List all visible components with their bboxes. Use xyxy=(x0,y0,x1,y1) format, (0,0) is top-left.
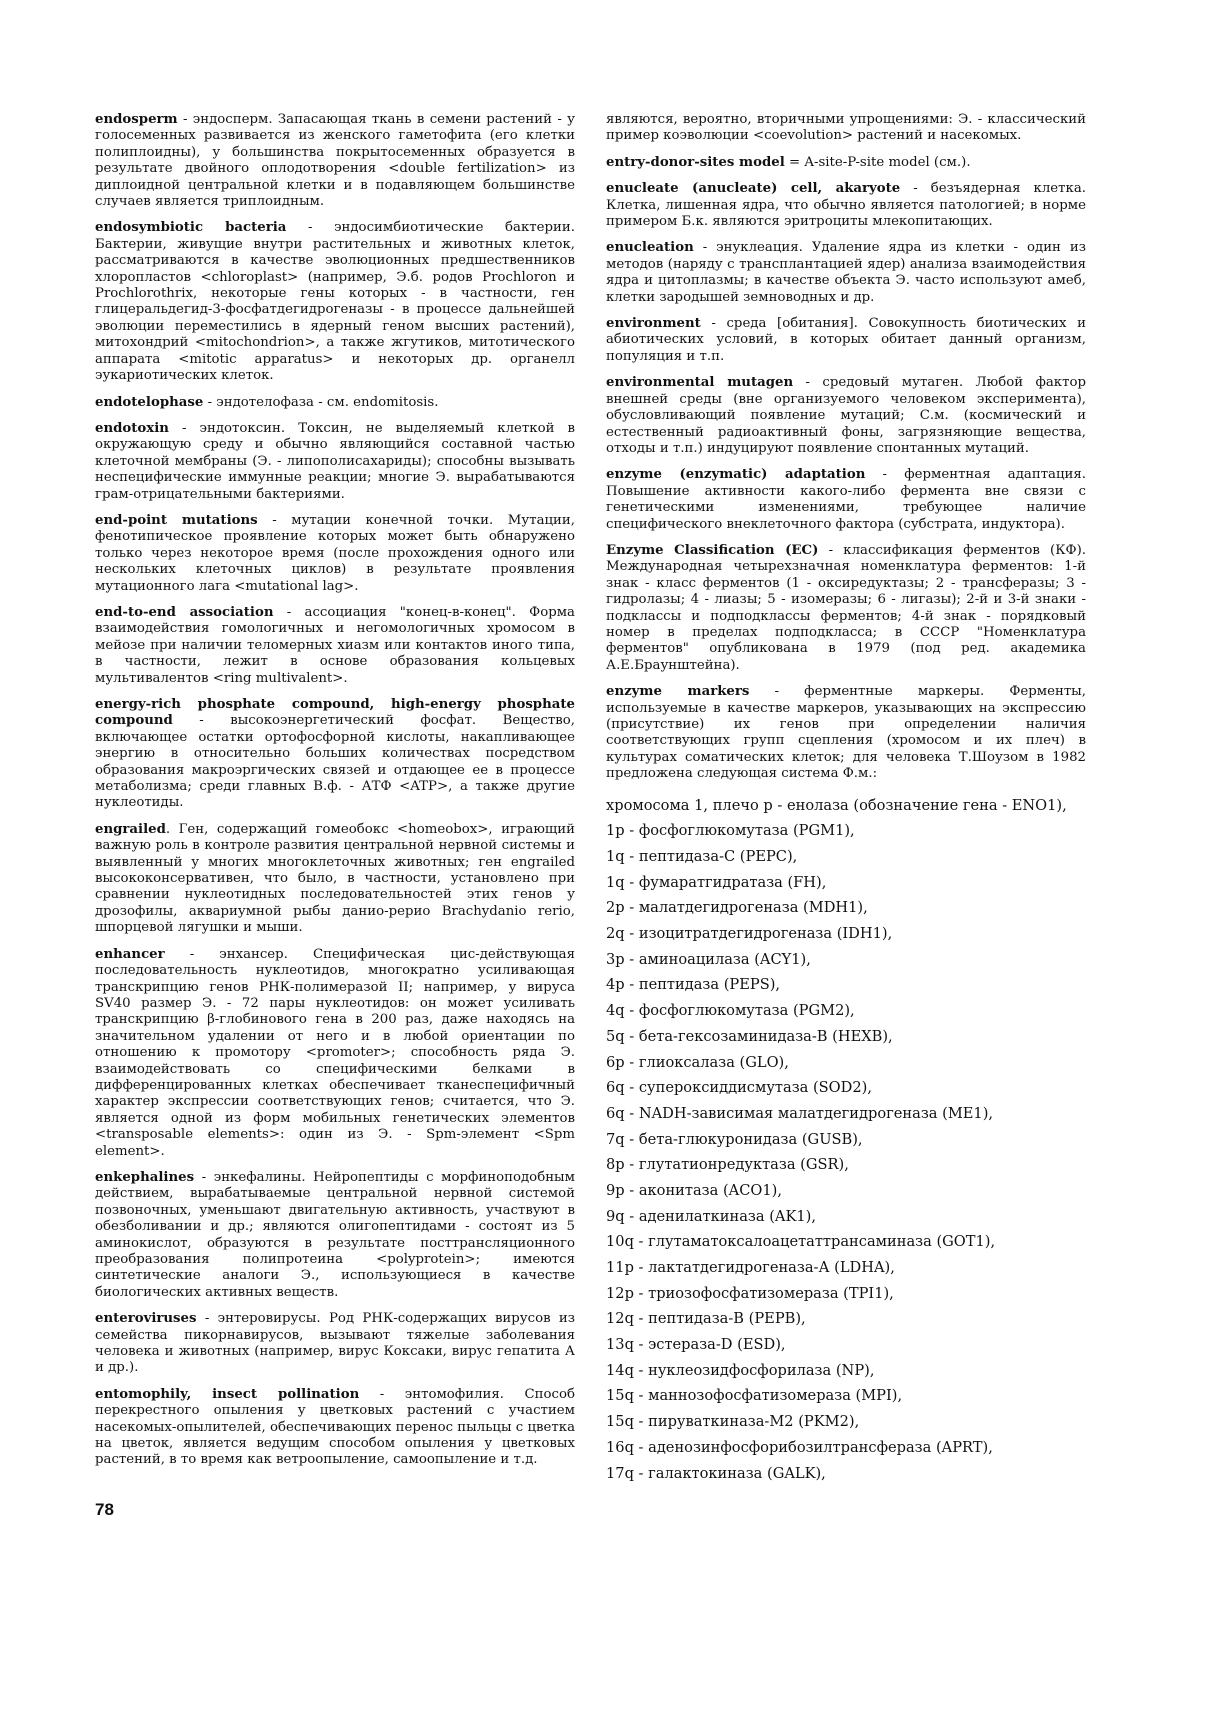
left-column xyxy=(95,112,575,1479)
marker-item: 2q - изоцитратдегидрогеназа (IDH1), xyxy=(606,925,893,943)
marker-item: 12p - триозофосфатизомераза (TPI1), xyxy=(606,1284,894,1302)
marker-item: 6q - супероксиддисмутаза (SOD2), xyxy=(606,1079,872,1097)
entry-definition: - среда [обитания]. Совокупность биотических и абиотических условий, в которых обитает данный организм, популяция и т.п. xyxy=(606,316,1086,364)
dictionary-entry xyxy=(95,1387,575,1469)
dictionary-entry xyxy=(606,240,1086,306)
marker-item: 9q - аденилаткиназа (AK1), xyxy=(606,1207,816,1225)
marker-item: 14q - нуклеозидфосфорилаза (NP), xyxy=(606,1361,875,1379)
entry-definition: - классификация ферментов (КФ). Международная четырехзначная номенклатура ферментов: 1-й знак - класс ферментов (1 - оксиредуктазы; 2 - трансферазы; 3 - гидролазы; 4 - лиазы; 5 - изомеразы; 6 - лигазы); 2-й и 3-й знаки - подклассы и подподклассы ферментов; 4-й знак - порядковый номер в пределах подподкласса; в СССР "Номенклатура ферментов" опубликована в 1979 (под ред. академика А.Е.Браунштейна). xyxy=(606,542,1086,673)
dictionary-entry xyxy=(606,684,1086,782)
dictionary-entry xyxy=(606,112,1086,145)
entry-definition: - эндотелофаза - см. endomitosis. xyxy=(203,394,439,410)
dictionary-entry xyxy=(95,1311,575,1377)
marker-item: 10q - глутаматоксалоацетаттрансаминаза (GOT1), xyxy=(606,1233,996,1251)
dictionary-entry xyxy=(95,697,575,812)
entry-term: entomophily, insect pollination xyxy=(95,1386,360,1402)
entry-definition: = A-site-P-site model (см.). xyxy=(784,154,971,170)
marker-item: 7q - бета-глюкуронидаза (GUSB), xyxy=(606,1130,863,1148)
entry-definition: . Ген, содержащий гомеобокс <homeobox>, играющий важную роль в контроле развития центральной нервной системы и выявленный у многих многоклеточных животных; ген engrailed высококонсервативен, что было, в частности, установлено при сравнении нуклеотидных последовательностей этих генов у дрозофилы, аквариумной рыбы данио-рерио Brachydanio rerio, шпорцевой лягушки и мыши. xyxy=(95,821,575,936)
entry-term: engrailed xyxy=(95,821,166,837)
marker-item: 12q - пептидаза-В (PEPB), xyxy=(606,1310,806,1328)
entry-term: enucleation xyxy=(606,240,694,256)
entry-definition: - энкефалины. Нейропептиды с морфиноподобным действием, вырабатываемые центральной нервной системой позвоночных, уменьшают двигательную активность, участвуют в обезболивании и др.; являются олигопептидами - состоят из 5 аминокислот, образуются в результате посттрансляционного преобразования полипротеина <polyprotein>; имеются синтетические аналоги Э., использующиеся в качестве биологических активных веществ. xyxy=(95,1169,575,1300)
entry-definition: - энтомофилия. Способ перекрестного опыления у цветковых растений с участием насекомых-опылителей, обеспечивающих перенос пыльцы с цветка на цветок, является ведущим способом опыления у цветковых растений, в то время как ветроопыление, самоопыление и т.д. xyxy=(95,1386,575,1468)
entry-definition: - мутации конечной точки. Мутации, фенотипическое проявление которых может быть обнаружено только через некоторое время (после прохождения одного или нескольких клеточных циклов) в результате проявления мутационного лага <mutational lag>. xyxy=(95,512,576,594)
dictionary-entry xyxy=(95,395,575,411)
marker-item: 11p - лактатдегидрогеназа-А (LDHA), xyxy=(606,1259,895,1276)
entry-definition: - эндосперм. Запасающая ткань в семени растений - у голосеменных развивается из женского гаметофита (его клетки полиплоидны), у большинства покрытосеменных образуется в результате двойного оплодотворения <double fertilization> из диплоидной центральной клетки и в подавляющем большинстве случаев является триплоидным. xyxy=(95,112,575,210)
entry-term: environment xyxy=(606,316,701,332)
entry-definition: - эндосимбиотические бактерии. Бактерии, живущие внутри растительных и животных клеток, рассматриваются в качестве эволюционных предшественников хлоропластов <chloroplast> (например, Э.б. родов Prochloron и Prochlorothrix, некоторые гены которых - в частности, ген глицеральдегид-3-фосфатдегидрогеназы - в процессе дальнейшей эволюции переместились в ядерный геном высших растений), митохондрий <mitochondrion>, а также жгутиков, митотического аппарата <mitotic apparatus> и некоторых др. органелл эукариотических клеток. xyxy=(95,220,575,384)
marker-item: 3p - аминоацилаза (ACY1), xyxy=(606,950,811,968)
entry-term: endosymbiotic bacteria xyxy=(95,220,287,236)
dictionary-entry xyxy=(606,181,1086,230)
dictionary-entry xyxy=(95,822,575,937)
marker-item: 15q - пируваткиназа-М2 (PKM2), xyxy=(606,1413,860,1431)
marker-item: 1q - фумаратгидратаза (FH), xyxy=(606,873,827,891)
marker-item: 8p - глутатионредуктаза (GSR), xyxy=(606,1156,849,1174)
marker-item: 4q - фосфоглюкомутаза (PGM2), xyxy=(606,1002,855,1020)
entry-term: entry-donor-sites model xyxy=(606,154,785,170)
marker-item: 15q - маннозофосфатизомераза (MPI), xyxy=(606,1387,903,1405)
dictionary-entry xyxy=(606,375,1086,457)
entry-definition: - энуклеация. Удаление ядра из клетки - один из методов (наряду с трансплантацией ядер) анализа взаимодействия ядра и цитоплазмы; в качестве объекта Э. часто используют амеб, клетки зародышей земноводных и др. xyxy=(606,240,1086,305)
dictionary-entry xyxy=(95,947,575,1160)
marker-item: 1q - пептидаза-С (PEPC), xyxy=(606,848,798,865)
entry-term: enhancer xyxy=(95,946,165,962)
entry-definition: - энтеровирусы. Род РНК-содержащих вирусов из семейства пикорнавирусов, вызывают тяжелые заболевания человека и животных (например, вирус Коксаки, вирус гепатита А и др.). xyxy=(95,1311,575,1376)
enzyme-marker-list xyxy=(606,793,1086,1487)
entry-term: end-point mutations xyxy=(95,512,258,528)
marker-item: 4p - пептидаза (PEPS), xyxy=(606,976,781,994)
entry-definition: - безъядерная клетка. Клетка, лишенная ядра, что обычно является патологией; в норме примером Б.к. являются эритроциты млекопитающих. xyxy=(606,181,1086,230)
dictionary-entry xyxy=(606,316,1086,365)
marker-item: хромосома 1, плечо р - енолаза (обозначение гена - ENO1), xyxy=(606,796,1067,814)
dictionary-entry xyxy=(606,543,1086,674)
marker-item: 6p - глиоксалаза (GLO), xyxy=(606,1053,789,1071)
marker-item: 6q - NADH-зависимая малатдегидрогеназа (ME1), xyxy=(606,1104,994,1122)
dictionary-entry xyxy=(95,112,575,210)
dictionary-entry xyxy=(606,467,1086,533)
entry-definition: - ферментные маркеры. Ферменты, используемые в качестве маркеров, указывающих на экспрессию (присутствие) их генов при определении наличия соответствующих групп сцепления (хромосом и их плеч) в культурах соматических клеток; для человека Т.Шоузом в 1982 предложена следующая система Ф.м.: xyxy=(606,684,1086,782)
marker-item: 13q - эстераза-D (ESD), xyxy=(606,1336,786,1354)
entry-term: enucleate (anucleate) cell, akaryote xyxy=(606,181,901,197)
dictionary-entry xyxy=(95,220,575,384)
entry-definition: - ассоциация "конец-в-конец". Форма взаимодействия гомологичных и негомологичных хромосом в мейозе при наличии теломерных хиазм или контактов иного типа, в частности, лежит в основе образования кольцевых мультивалентов <ring multivalent>. xyxy=(95,604,575,686)
marker-item: 1p - фосфоглюкомутаза (PGM1), xyxy=(606,822,855,840)
dictionary-entry xyxy=(95,513,575,595)
entry-term: Enzyme Classification (EC) xyxy=(606,542,819,558)
entry-term: endotoxin xyxy=(95,420,169,436)
marker-item: 2p - малатдегидрогеназа (MDH1), xyxy=(606,899,868,917)
entry-definition: - энхансер. Специфическая цис-действующая последовательность нуклеотидов, многократно усиливающая транскрипцию генов РНК-полимеразой II; например, у вируса SV40 размер Э. - 72 пары нуклеотидов: он может усиливать транскрипцию β-глобинового гена в 200 раз, даже находясь на значительном удалении от него и в любой ориентации по отношению к промотору <promoter>; способность ряда Э. взаимодействовать со специфическими белками в дифференцированных клетках обеспечивает тканеспецифичный характер экспрессии соответствующих генов; считается, что Э. является одной из форм мобильных генетических элементов <transposable elements>: один из Э. - Spm-элемент <Spm element>. xyxy=(95,946,575,1159)
entry-term: environmental mutagen xyxy=(606,375,794,391)
marker-item: 9p - аконитаза (ACO1), xyxy=(606,1181,782,1199)
dictionary-entry xyxy=(95,1170,575,1301)
entry-term: enteroviruses xyxy=(95,1311,197,1327)
entry-term: endosperm xyxy=(95,112,178,127)
marker-item: 16q - аденозинфосфорибозилтрансфераза (APRT), xyxy=(606,1438,993,1456)
right-column xyxy=(606,112,1086,1486)
dictionary-entry xyxy=(606,155,1086,171)
dictionary-entry xyxy=(95,421,575,503)
page-number: 78 xyxy=(95,1500,114,1519)
marker-item: 5q - бета-гексозаминидаза-В (HEXB), xyxy=(606,1027,893,1045)
entry-term: enzyme (enzymatic) adaptation xyxy=(606,467,866,483)
entry-term: enkephalines xyxy=(95,1169,195,1185)
entry-term: endotelophase xyxy=(95,394,204,410)
entry-definition: - средовый мутаген. Любой фактор внешней среды (вне организуемого человеком эксперимента), обусловливающий появление мутаций; С.м. (космический и естественный радиоактивный фоны, загрязняющие вещества, отходы и т.п.) индуцируют появление спонтанных мутаций. xyxy=(606,375,1086,456)
entry-definition: являются, вероятно, вторичными упрощениями: Э. - классический пример коэволюции <coevolution> растений и насекомых. xyxy=(606,112,1086,144)
entry-definition: - ферментная адаптация. Повышение активности какого-либо фермента вне связи с генетическими изменениями, требующее наличие специфического внеклеточного фактора (субстрата, индуктора). xyxy=(606,467,1087,532)
marker-item: 17q - галактокиназа (GALK), xyxy=(606,1464,826,1482)
entry-definition: - высокоэнергетический фосфат. Вещество, включающее остатки ортофосфорной кислоты, накапливающее энергию в относительно больших количествах посредством образования макроэргических связей и отдающее ее в процессе метаболизма; среди главных В.ф. - АТФ <ATP>, а также другие нуклеотиды. xyxy=(95,713,575,811)
dictionary-entry xyxy=(95,605,575,687)
entry-term: energy-rich phosphate compound, high-energy phosphate compound xyxy=(95,697,575,729)
entry-term: end-to-end association xyxy=(95,604,274,620)
entry-definition: - эндотоксин. Токсин, не выделяемый клеткой в окружающую среду и обычно являющийся составной частью клеточной мембраны (Э. - липополисахариды); способны вызывать неспецифические иммунные реакции; многие Э. вырабатываются грам-отрицательными бактериями. xyxy=(95,420,575,502)
entry-term: enzyme markers xyxy=(606,684,750,700)
